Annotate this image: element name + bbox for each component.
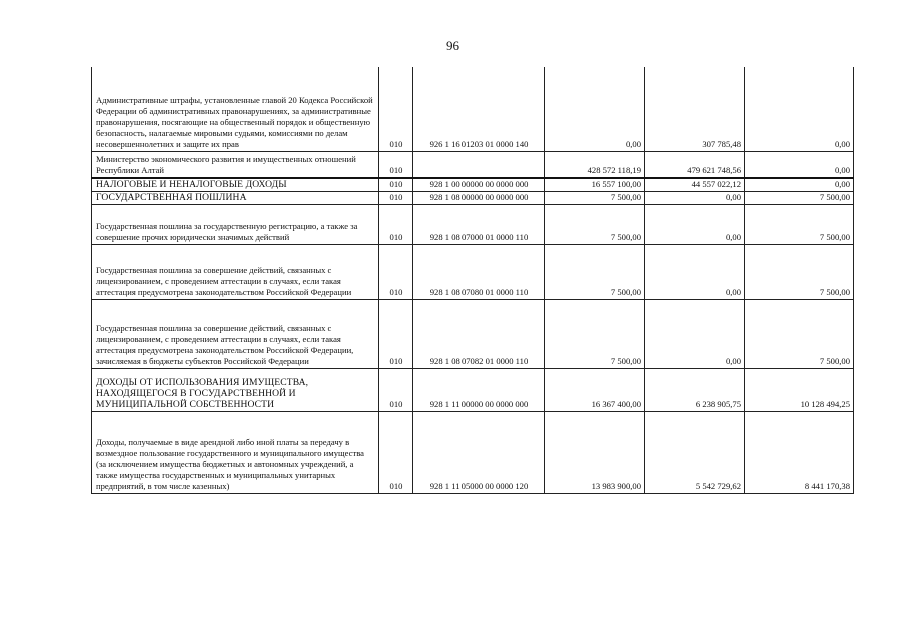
row-value-3: 0,00: [745, 151, 854, 178]
row-value-2: 0,00: [645, 205, 745, 245]
row-code: 010: [379, 67, 413, 151]
row-name: Административные штрафы, установленные главой 20 Кодекса Российской Федерации об административных правонарушениях, за административные правонарушения, посягающие на общественный порядок и общественную безопасность, налагаемые мировыми судьями, комиссиями по делам несовершеннолетних и защите их прав: [92, 67, 379, 151]
page-number: 96: [446, 38, 459, 53]
row-value-1: 7 500,00: [545, 192, 645, 205]
table-row: [92, 300, 854, 369]
row-value-1: 0,00: [545, 67, 645, 151]
row-value-2: 44 557 022,12: [645, 178, 745, 192]
row-kbk: 928 1 11 00000 00 0000 000: [413, 369, 545, 412]
table-row: [92, 245, 854, 300]
row-name: ГОСУДАРСТВЕННАЯ ПОШЛИНА: [92, 192, 379, 205]
row-name: Государственная пошлина за совершение действий, связанных с лицензированием, с проведением аттестации в случаях, если такая аттестация предусмотрена законодательством Российской Федерации: [92, 245, 379, 300]
row-name: НАЛОГОВЫЕ И НЕНАЛОГОВЫЕ ДОХОДЫ: [92, 178, 379, 192]
table-row: [92, 369, 854, 412]
table-row: [92, 178, 854, 192]
row-code: 010: [379, 192, 413, 205]
row-value-3: 8 441 170,38: [745, 412, 854, 494]
row-value-1: 7 500,00: [545, 245, 645, 300]
row-code: 010: [379, 245, 413, 300]
row-value-1: 16 557 100,00: [545, 178, 645, 192]
row-code: 010: [379, 151, 413, 178]
row-value-3: 10 128 494,25: [745, 369, 854, 412]
row-value-1: 428 572 118,19: [545, 151, 645, 178]
row-code: 010: [379, 205, 413, 245]
row-value-1: 13 983 900,00: [545, 412, 645, 494]
row-kbk: 928 1 08 07080 01 0000 110: [413, 245, 545, 300]
row-kbk: 928 1 11 05000 00 0000 120: [413, 412, 545, 494]
table-row: [92, 67, 854, 151]
row-value-3: 0,00: [745, 178, 854, 192]
row-kbk: 928 1 08 00000 00 0000 000: [413, 192, 545, 205]
row-value-1: 7 500,00: [545, 205, 645, 245]
row-value-3: 0,00: [745, 67, 854, 151]
row-value-3: 7 500,00: [745, 300, 854, 369]
table-row: [92, 205, 854, 245]
row-kbk: 928 1 08 07082 01 0000 110: [413, 300, 545, 369]
row-value-3: 7 500,00: [745, 205, 854, 245]
row-code: 010: [379, 412, 413, 494]
row-value-3: 7 500,00: [745, 192, 854, 205]
row-kbk: 928 1 08 07000 01 0000 110: [413, 205, 545, 245]
row-value-2: 6 238 905,75: [645, 369, 745, 412]
income-report-table: [91, 67, 854, 494]
row-kbk: 928 1 00 00000 00 0000 000: [413, 178, 545, 192]
row-value-2: 0,00: [645, 245, 745, 300]
row-code: 010: [379, 369, 413, 412]
row-name: Государственная пошлина за совершение действий, связанных с лицензированием, с проведением аттестации в случаях, если такая аттестация предусмотрена законодательством Российской Федерации, зачисляемая в бюджеты субъектов Российской Федерации: [92, 300, 379, 369]
row-value-1: 7 500,00: [545, 300, 645, 369]
row-code: 010: [379, 300, 413, 369]
row-kbk: [413, 151, 545, 178]
row-value-3: 7 500,00: [745, 245, 854, 300]
row-value-2: 0,00: [645, 300, 745, 369]
row-value-2: 0,00: [645, 192, 745, 205]
row-name: Министерство экономического развития и имущественных отношений Республики Алтай: [92, 151, 379, 178]
row-kbk: 926 1 16 01203 01 0000 140: [413, 67, 545, 151]
table-row: [92, 151, 854, 178]
table-row: [92, 192, 854, 205]
table-row: [92, 412, 854, 494]
row-name: Доходы, получаемые в виде арендной либо иной платы за передачу в возмездное пользование государственного и муниципального имущества (за исключением имущества бюджетных и автономных учреждений, а также имущества государственных и муниципальных унитарных предприятий, в том числе казенных): [92, 412, 379, 494]
row-value-1: 16 367 400,00: [545, 369, 645, 412]
row-value-2: 5 542 729,62: [645, 412, 745, 494]
row-name: Государственная пошлина за государственную регистрацию, а также за совершение прочих юридически значимых действий: [92, 205, 379, 245]
row-value-2: 307 785,48: [645, 67, 745, 151]
row-value-2: 479 621 748,56: [645, 151, 745, 178]
row-name: ДОХОДЫ ОТ ИСПОЛЬЗОВАНИЯ ИМУЩЕСТВА, НАХОДЯЩЕГОСЯ В ГОСУДАРСТВЕННОЙ И МУНИЦИПАЛЬНОЙ СОБСТВЕННОСТИ: [92, 369, 379, 412]
row-code: 010: [379, 178, 413, 192]
